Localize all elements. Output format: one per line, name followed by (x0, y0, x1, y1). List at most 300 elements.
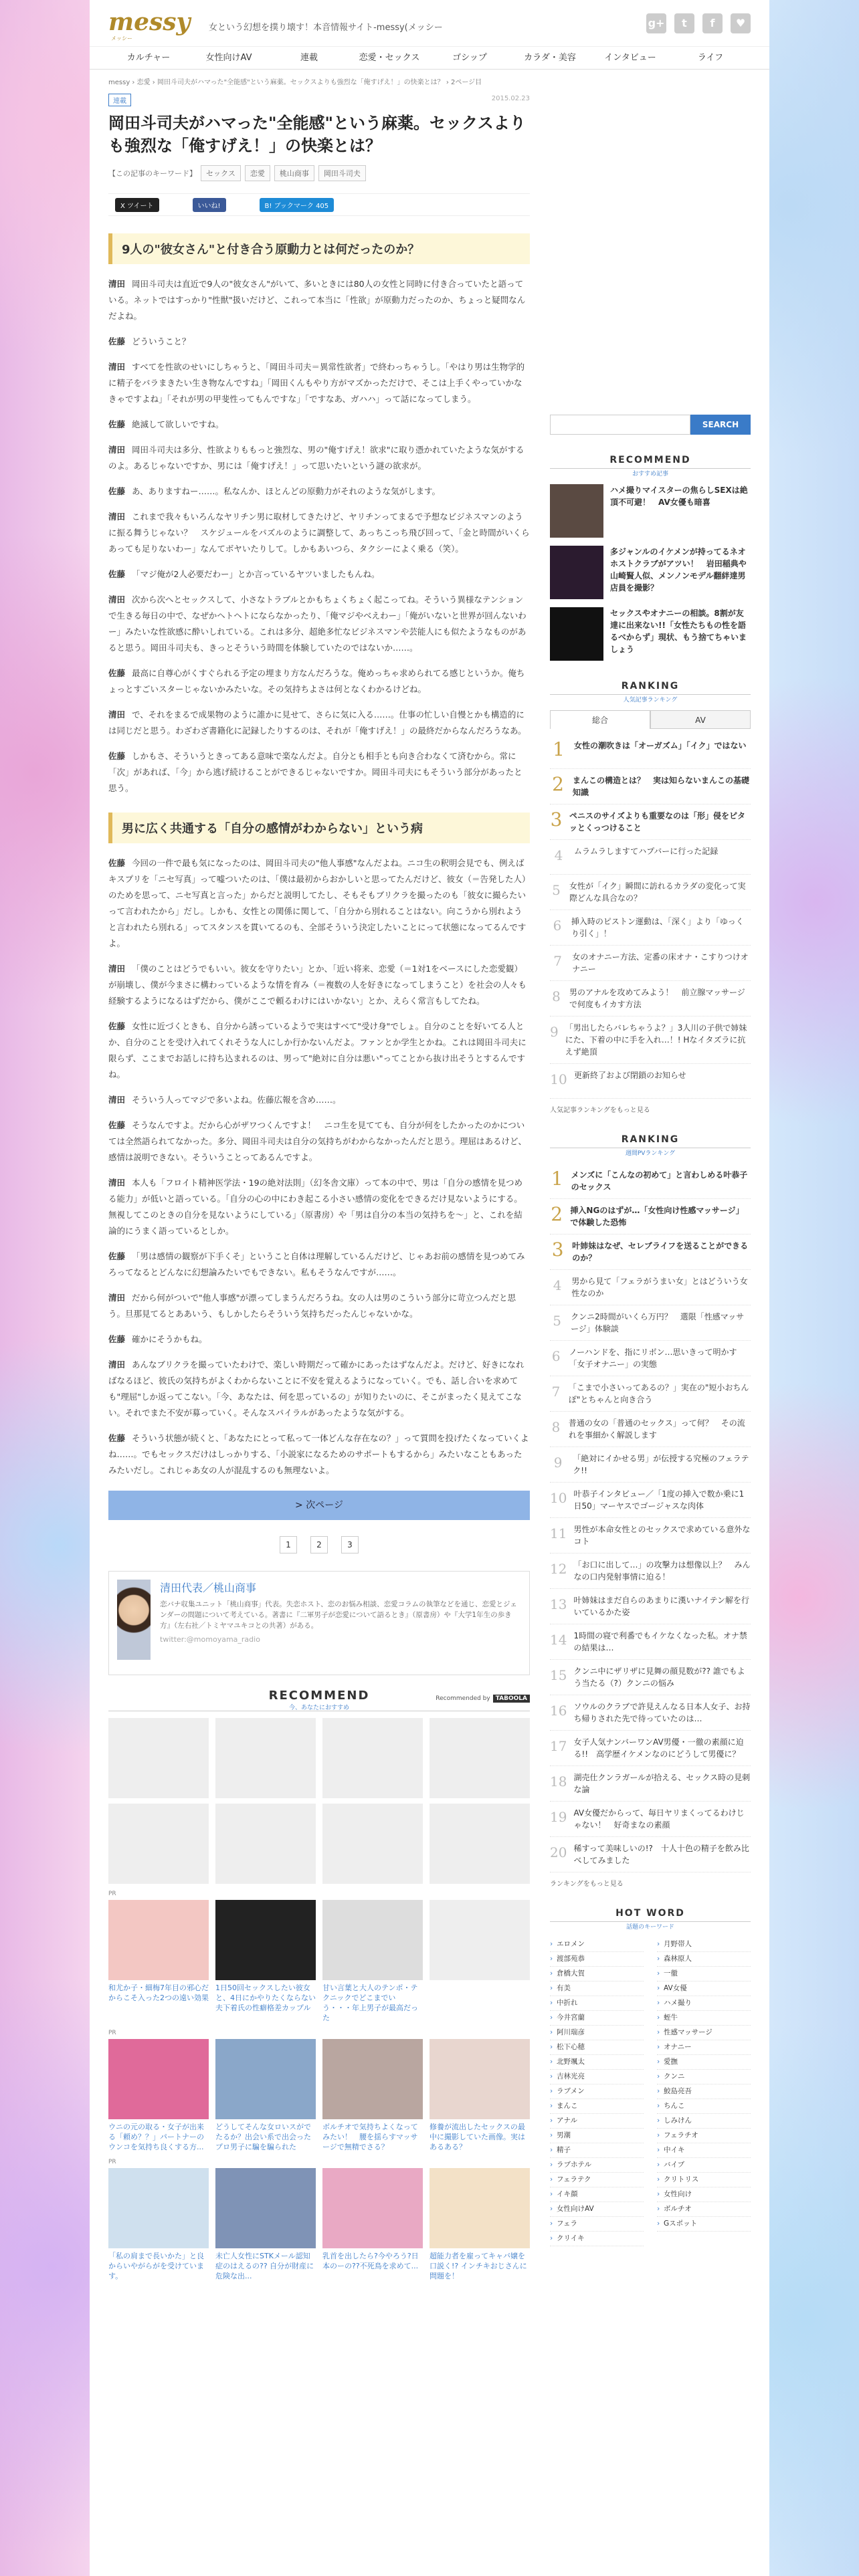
logo-subtitle: メッシー (111, 35, 132, 41)
ranking-title[interactable]: 普通の女の「普通のセックス」って何？ その流れを事細かく解説します (568, 1418, 745, 1440)
next-page-button[interactable]: > 次ページ (108, 1491, 530, 1520)
dialogue-paragraph (108, 707, 530, 739)
sidebar-section-subtitle: 人気記事ランキング (623, 697, 678, 704)
speaker-name: 清田 (108, 710, 126, 720)
search-input[interactable] (550, 415, 690, 435)
ranking-list (550, 734, 751, 1099)
sidebar-recommend-thumbnail[interactable] (550, 484, 603, 538)
rank-number: 14 (550, 1632, 567, 1648)
dialogue-paragraph (108, 442, 530, 474)
site-tagline: 女という幻想を撲り壊す！本音情報サイト-messy(メッシー (209, 23, 443, 33)
dialogue-text: 最高に自尊心がくすぐられる予定の埋まり方なんだろうな。俺めっちゃ求められてる感じというか。俺ちょっとすごいスターじゃないかみたいな。その気持ちよさは何となくわかるけどね。 (108, 668, 525, 694)
site-logo[interactable]: messy (108, 8, 191, 36)
ranking-title[interactable]: 女性の潮吹きは「オーガズム」「イク」ではない (574, 741, 747, 750)
ranking-title[interactable]: メンズに「こんなの初めて」と言わしめる叶恭子のセックス (571, 1170, 748, 1192)
speaker-name: 清田 (108, 1360, 126, 1370)
keyword-tag[interactable]: セックス (201, 165, 241, 181)
pr-label: PR (108, 1891, 116, 1897)
section-heading: 9人の"彼女さん"と付き合う原動力とは何だったのか？ (108, 233, 530, 264)
dialogue-paragraph (108, 1018, 530, 1083)
rank-number: 18 (550, 1774, 567, 1790)
dialogue-text: これまで我々もいろんなヤリチン男に取材してきたけど、ヤリチンってまるで予想なビジネスマンのように振る舞うじゃない？ スケジュールをパズルのように調整して、あっちこっち飛び回って、「金と時間がいくらあっても足りないわー」なんてボヤいたりして。しかもあいつら、タクシーによく乗る（笑）。 (108, 512, 530, 554)
ranking-title[interactable]: ムラムラしますてハプバーに行った記録 (574, 847, 719, 856)
speaker-name: 清田 (108, 595, 126, 605)
recommend-thumbnail[interactable] (322, 2168, 423, 2248)
ranking-title[interactable]: ノーハンドを、指にリボン…思いきって明かす「女子オナニー」の実態 (569, 1348, 737, 1369)
recommend-card-title[interactable]: どうしてそんな女ロいスがでたるか？出会い系で出会ったプロ男子に騙を騙られた (215, 2123, 311, 2151)
ranking-item[interactable] (550, 1341, 751, 1376)
dialogue-text: 岡田斗司夫は直近で9人の"彼女さん"がいて、多いときには80人の女性と同時に付き合っていたと語っている。ネットではすっかり"性獣"扱いだけど、これって本当に「性欲」が原動力だったのか、ちょっと疑問なんだよね。 (108, 279, 526, 321)
rank-number: 6 (551, 1348, 561, 1364)
social-links (646, 13, 751, 33)
keyword-tag[interactable]: 恋愛 (245, 165, 270, 181)
recommend-thumbnail[interactable] (430, 2168, 530, 2248)
ranking-title[interactable]: 男性が本命女性とのセックスで求めている意外なコト (573, 1525, 751, 1546)
ranking-item[interactable] (550, 1624, 751, 1660)
sidebar-recommend-item[interactable] (550, 484, 751, 538)
hotword-link[interactable]: › フェラテク (550, 2173, 644, 2187)
nav-item[interactable]: 恋愛・セックス (359, 53, 420, 63)
ad-placeholder (215, 1718, 316, 1798)
search-form (550, 415, 751, 435)
weekly-ranking-more-link[interactable]: ランキングをもっと見る (550, 1881, 624, 1888)
section-heading: 男に広く共通する「自分の感情がわからない」という病 (108, 813, 530, 843)
ad-placeholder (108, 1804, 209, 1884)
keyword-tag[interactable]: 桃山商事 (274, 165, 314, 181)
ranking-title[interactable]: 稀すって美味しいの!? 十人十色の精子を飲み比べしてみました (573, 1844, 749, 1865)
recommend-thumbnail[interactable] (430, 1900, 530, 1980)
ranking-item[interactable] (550, 1802, 751, 1837)
sidebar-section-subtitle: 話題のキーワード (626, 1924, 674, 1931)
publish-date: 2015.02.23 (491, 95, 530, 102)
recommend-thumbnail[interactable] (322, 2039, 423, 2119)
hotword-link[interactable]: › 倉橋大賀 (550, 1967, 644, 1981)
hotword-link[interactable]: › バイブ (657, 2158, 751, 2173)
recommend-card-title[interactable]: ウニの元の取る・女子が出来る「頼め？？」パートナーのウンコを気持ち良くする方... (108, 2123, 204, 2151)
author-name[interactable]: 清田代表／桃山商事 (160, 1582, 257, 1594)
rank-number: 12 (550, 1561, 567, 1577)
hotword-list (550, 1937, 751, 2246)
sidebar-section-title: HOT WORD (550, 1908, 751, 1922)
nav-item[interactable]: ゴシップ (452, 53, 487, 63)
ranking-title[interactable]: クンニ中にザリザに見舞の顔見数が?? 誰でもよう当たる（?）クンニの悩み (573, 1667, 745, 1688)
ranking-item[interactable] (550, 1837, 751, 1872)
ranking-item[interactable] (550, 1064, 751, 1099)
nav-item[interactable]: 連載 (300, 53, 318, 63)
rank-number: 5 (553, 1313, 561, 1329)
ranking-title[interactable]: 男のアナルを攻めてみよう！ 前立腺マッサージで何度もイカす方法 (569, 988, 745, 1009)
ranking-header (550, 681, 751, 704)
pr-label: PR (108, 2030, 116, 2036)
recommended-by: Recommended by TABOOLA (436, 1695, 530, 1702)
page-link[interactable]: 1 (280, 1536, 297, 1553)
keyword-tag[interactable]: 岡田斗司夫 (318, 165, 366, 181)
speaker-name: 佐藤 (108, 858, 126, 868)
ranking-item[interactable] (550, 1447, 751, 1483)
ranking-item[interactable] (550, 981, 751, 1016)
ranking-title[interactable]: 叶恭子インタビュー／「1度の挿入で数か乗に1日50」マーヤスでゴージャスな肉体 (573, 1489, 745, 1511)
ranking-item[interactable] (550, 875, 751, 910)
recommend-card-title[interactable]: ボルチオで気持ちよくなってみたい！ 腰を揺らすマッサージで無精でさる？ (322, 2123, 418, 2151)
sidebar-section-title: RANKING (550, 1134, 751, 1148)
recommend-thumbnail[interactable] (108, 2168, 209, 2248)
dialogue-paragraph (108, 484, 530, 500)
dialogue-paragraph (108, 1430, 530, 1479)
ranking-item[interactable] (550, 1164, 751, 1199)
recommend-thumbnail[interactable] (108, 2039, 209, 2119)
hotword-link[interactable]: › ラブメン (550, 2084, 644, 2099)
hotword-link[interactable]: › 愛撫 (657, 2055, 751, 2070)
rank-number: 19 (550, 1809, 567, 1825)
recommend-card[interactable] (322, 2168, 423, 2281)
hotword-link[interactable]: › まんこ (550, 2099, 644, 2114)
hotword-link[interactable]: › しみけん (657, 2114, 751, 2129)
recommend-row (108, 1900, 530, 2023)
hotword-link[interactable]: › フェラチオ (657, 2129, 751, 2143)
recommend-thumbnail[interactable] (108, 1900, 209, 1980)
tweet-button[interactable]: X ツイート (115, 198, 159, 212)
ranking-item[interactable] (550, 1305, 751, 1341)
dialogue-paragraph (108, 665, 530, 697)
rank-number: 9 (553, 1455, 563, 1471)
hotword-link[interactable]: › 有美 (550, 1981, 644, 1996)
recommend-card[interactable] (215, 2168, 316, 2281)
twitter-icon[interactable]: t (674, 13, 694, 33)
sidebar-section-title: RECOMMEND (550, 455, 751, 469)
ranking-title[interactable]: 「お口に出して…」の攻撃力は想像以上？ みんなの口内発射事情に迫る！ (573, 1560, 751, 1582)
rank-number: 11 (550, 1525, 567, 1541)
dialogue-text: 岡田斗司夫は多分、性欲よりももっと強烈な、男の"俺すげえ！欲求"に取り憑かれていたような気がするのよ。あるじゃないですか、男には「俺すげえ！」って思いたいという謎の欲求が。 (108, 445, 524, 471)
hotword-link[interactable]: › 森林原人 (657, 1952, 751, 1967)
article (108, 94, 530, 2286)
speaker-name: 佐藤 (108, 668, 126, 678)
ranking-item[interactable] (550, 1695, 751, 1731)
ranking-item[interactable] (550, 1731, 751, 1766)
ranking-title[interactable]: ペニスのサイズよりも重要なのは「形」侵をピタッとくっつけること (569, 811, 746, 833)
recommend-thumbnail[interactable] (430, 2039, 530, 2119)
rank-number: 8 (552, 988, 561, 1004)
hotword-link[interactable]: › 阿川瑞彦 (550, 2026, 644, 2040)
recommend-card[interactable] (430, 2168, 530, 2281)
recommend-thumbnail[interactable] (215, 2039, 316, 2119)
dialogue-paragraph (108, 1290, 530, 1322)
dialogue-paragraph (108, 1357, 530, 1421)
dialogue-text: そうなんですよ。だから心がザワつくんですよ！ ニコ生を見てても、自分が何をしたかったのかについては全然語られてなかった。多分、岡田斗司夫は自分の気持ちがわからなかったんだと思う。理屈はあるけど、感情は説明できない。そういうことってあるんですよ。 (108, 1120, 527, 1162)
recommend-card[interactable] (322, 1900, 423, 2023)
ranking-title[interactable]: AV女優だからって、毎日ヤリまくってるわけじゃない！ 好奇まなの素顔 (573, 1808, 745, 1830)
dialogue-paragraph (108, 566, 530, 582)
dialogue-text: 本人も「フロイト精神医学法・19の絶対法則」（幻冬舎文庫）って本の中で、男は「自分の感情を見つめる能力」が低いと語っている。「自分の心の中にわき起こる小さい感情の変化をできるだけ見ないようにする。無視してこのときの自分を見ないようにしている」（原書房）や「男は自分の本当の気持ちを〜」と、これを結論的にうまく語っているとしか。 (108, 1178, 523, 1236)
rank-number: 17 (550, 1738, 567, 1754)
category-tag[interactable]: 連載 (108, 94, 131, 106)
ranking-item[interactable] (550, 840, 751, 875)
hotword-link[interactable]: › オナニー (657, 2040, 751, 2055)
recommend-card[interactable] (108, 1900, 209, 2023)
recommend-thumbnail[interactable] (215, 1900, 316, 1980)
speaker-name: 佐藤 (108, 1251, 126, 1261)
ranking-item[interactable] (550, 1518, 751, 1553)
rank-number: 7 (551, 1384, 561, 1400)
ranking-title[interactable]: 更新終了および閉鎖のお知らせ (574, 1071, 686, 1080)
recommend-thumbnail[interactable] (215, 2168, 316, 2248)
article-title: 岡田斗司夫がハマった"全能感"という麻薬。セックスよりも強烈な「俺すげえ！」の快楽とは？ (108, 114, 526, 155)
recommend-card-title[interactable]: 修養が流出したセックスの最中に撮影していた画像。実はあるある？ (430, 2123, 525, 2151)
hotword-link[interactable]: › イキ顔 (550, 2187, 644, 2202)
speaker-name: 清田 (108, 964, 126, 974)
speaker-name: 清田 (108, 445, 126, 455)
hotword-link[interactable]: › AV女優 (657, 1981, 751, 1996)
rank-number: 15 (550, 1667, 567, 1683)
google-plus-icon[interactable]: g+ (646, 13, 666, 33)
ranking-title[interactable]: 叶姉妹はなぜ、セレブライフを送ることができるのか？ (572, 1241, 749, 1263)
hotword-link[interactable]: › 女性向け (657, 2187, 751, 2202)
speaker-name: 佐藤 (108, 569, 126, 579)
hotword-link[interactable]: › 松下心穂 (550, 2040, 644, 2055)
rank-number: 9 (550, 1024, 559, 1040)
ranking-title[interactable]: ソウルのクラブで許見えんなる日本人女子、お持ち帰りされた先で待っていたのは… (573, 1702, 751, 1723)
dialogue-text: しかもさ、そういうときってある意味で楽なんだよ。自分とも相手とも向き合わなくて済むから。常に「次」があれば、「今」から逃げ続けることができるじゃないですか。岡田斗司夫にもそういう部分があったと思う。 (108, 751, 522, 793)
recommend-thumbnail[interactable] (322, 1900, 423, 1980)
ad-placeholder (322, 1718, 423, 1798)
rank-number: 3 (550, 809, 563, 831)
hotword-link[interactable]: › クンニ (657, 2070, 751, 2084)
hotword-link[interactable]: › 今井宮蘭 (550, 2011, 644, 2026)
recommend-card[interactable] (215, 2039, 316, 2152)
ranking-item[interactable] (550, 1483, 751, 1518)
ranking-title[interactable]: 男から見て「フェラがうまい女」とはどういう女性なのか (571, 1277, 748, 1298)
sidebar-recommend-thumbnail[interactable] (550, 607, 603, 661)
hotword-link[interactable]: › 男潮 (550, 2129, 644, 2143)
hotword-link[interactable]: › 精子 (550, 2143, 644, 2158)
author-box (108, 1571, 530, 1675)
ranking-item[interactable] (550, 1376, 751, 1412)
sidebar-recommend-thumbnail[interactable] (550, 546, 603, 599)
ranking-more-link[interactable]: 人気記事ランキングをもっと見る (550, 1107, 650, 1114)
rank-number: 16 (550, 1703, 567, 1719)
rank-number: 6 (553, 918, 562, 934)
recommend-card-title[interactable]: 和尤か子・細梅7年目の邪心だからこそ入った2つの遠い効果 (108, 1983, 209, 2002)
sidebar-section-subtitle: 週間PVランキング (625, 1150, 676, 1157)
ranking-item[interactable] (550, 1660, 751, 1695)
dialogue-paragraph (108, 592, 530, 656)
sidebar-section-subtitle: おすすめ記事 (632, 471, 669, 477)
ranking-title[interactable]: まんこの構造とは？ 実は知らないまんこの基礎知識 (573, 776, 750, 797)
dialogue-text: 今回の一件で最も気になったのは、岡田斗司夫の"他人事感"なんだよね。ニコ生の釈明会見でも、例えばキスプリを「ニセ写真」って嘘ついたのは、「僕は最初からおかしいと思ってたんだけど、彼女（＝告発した人）のためを思って、ニセ写真と言った」からだと説明してたし、そもそもブリクラを撮ったのも「彼女に撮らたいって言われたから」だし。しかも、女性との関係に関して、「自分から別れることはない。向こうから別れようと言われたら別れる」ってスタンスを貫いてるのも、全部そういう決定したいことにって状態になってるんですよ。 (108, 858, 527, 948)
hotword-link[interactable]: › ちんこ (657, 2099, 751, 2114)
recommend-card[interactable] (108, 2039, 209, 2152)
hotword-link[interactable]: › 鮫島亮吾 (657, 2084, 751, 2099)
hotword-link[interactable]: › 性感マッサージ (657, 2026, 751, 2040)
speaker-name: 清田 (108, 1095, 126, 1105)
speaker-name: 佐藤 (108, 1021, 126, 1031)
dialogue-paragraph (108, 961, 530, 1009)
recommend-card-title[interactable]: 1日50回セックスしたい彼女と、4日にかやりたくならない夫下着氏の性癖格差カップル (215, 1983, 316, 2012)
speaker-name: 佐藤 (108, 1433, 126, 1443)
dialogue-paragraph (108, 359, 530, 407)
recommend-card[interactable] (430, 1900, 530, 2023)
ranking-item[interactable] (550, 769, 751, 804)
recommend-card-title[interactable]: 超能力者を雇ってキャバ嬢を口説く!? インチキおじさんに問題を！ (430, 2252, 527, 2280)
dialogue-paragraph (108, 1117, 530, 1166)
dialogue-paragraph (108, 1092, 530, 1108)
recommend-card-title[interactable]: 未亡人女性にSTKメール認知症のはえるの?? 自分が財産に危険な出... (215, 2252, 314, 2280)
recommend-row (108, 2039, 530, 2152)
hotword-link[interactable]: › アナル (550, 2114, 644, 2129)
hotword-link[interactable]: › ボルチオ (657, 2202, 751, 2217)
ranking-title[interactable]: 女性が「イク」瞬間に訪れるカラダの変化って実際どんな具合なの？ (569, 881, 746, 903)
ranking-item[interactable] (550, 1553, 751, 1589)
dialogue-text: 「男は感情の観察が下手くそ」ということ自体は理解しているんだけど、じゃあお前の感情を見つめてみろってなるとどんなに幻想論みたいでもできない。私もそうなんですが……。 (108, 1251, 525, 1277)
hotword-link[interactable]: › ハメ撮り (657, 1996, 751, 2011)
rank-number: 20 (550, 1844, 567, 1860)
ranking-item[interactable] (550, 804, 751, 840)
hotword-link[interactable]: › 一徹 (657, 1967, 751, 1981)
ranking-title[interactable]: 「こまで小さいってあるの？」実在の"短小おちんぽ"とちゃんと向き合う (568, 1383, 749, 1404)
ranking-title[interactable]: 叶姉妹はまだ自らのあまりに漢いナイテン解を行いているかた姿 (573, 1596, 750, 1617)
ranking-item[interactable] (550, 1199, 751, 1235)
share-bar (108, 193, 530, 216)
ranking-item[interactable] (550, 946, 751, 981)
page-link[interactable]: 3 (341, 1536, 359, 1553)
sidebar-recommend-title[interactable]: セックスやオナニーの相談。8割が友達に出来ない!!「女性たちもの性を語るべからず」現状、もう捨てちゃいましょう (610, 609, 747, 654)
ranking-title[interactable]: 「男出したらバレちゃうよ？」3人川の子供で姉妹にた、下着の中に手を入れ…！! Hなイタズラに抗えず絶頂 (565, 1023, 747, 1057)
hotword-link[interactable]: › 渡部苑恭 (550, 1952, 644, 1967)
ranking-item[interactable] (550, 1235, 751, 1270)
sidebar-recommend-item[interactable] (550, 546, 751, 599)
hotword-link[interactable]: › フェラ (550, 2217, 644, 2232)
dialogue-text: あんなブリクラを撮っていたわけで、楽しい時期だって確かにあったはずなんだよ。だけど、好きになればなるほど、彼氏の気持ちがよくわからないことに不安を覚えるようになっていく。でも、話し合いを求めても"理屈"しか返ってこない。「今、あなたは、何を思っているの」が知りたいのに、そこがまったく見えてこない。それでまた不安が募っていく。そんなスパイラルがあったような気がする。 (108, 1360, 524, 1418)
ranking-title[interactable]: 女のオナニー方法、定番の床オナ・こすりつけオナニー (572, 952, 749, 974)
ranking-title[interactable]: 女子人気ナンバーワンAV男優・一徹の素顔に迫る!! 高学歴イケメンなのにどうして男優に？ (573, 1737, 744, 1759)
dialogue-text: だから何がついで"他人事感"が漂ってしまうんだろうね。女の人は男のこういう部分に苛立つんだと思う。旦那見てるとああいう、もしかしたらそういう気持ちだったんじゃないかな。 (108, 1293, 516, 1319)
ranking-item[interactable] (550, 1270, 751, 1305)
page (90, 0, 769, 2576)
dialogue-text: どういうこと？ (132, 336, 191, 346)
dialogue-section (108, 855, 530, 1479)
hotword-link[interactable]: › クリイキ (550, 2232, 644, 2246)
pagination (108, 1536, 530, 1553)
recommend-title: RECOMMEND (268, 1689, 370, 1703)
ranking-title[interactable]: クンニ2時間がいくら万円？ 選限「性感マッサージ」体験談 (571, 1312, 745, 1333)
hotword-link[interactable]: › 月野帯人 (657, 1937, 751, 1952)
hotword-link[interactable]: › 吉林光亮 (550, 2070, 644, 2084)
pr-label: PR (108, 2159, 116, 2165)
rank-number: 3 (551, 1239, 564, 1261)
speaker-name: 清田 (108, 1293, 126, 1303)
ranking-item[interactable] (550, 1412, 751, 1447)
search-button[interactable]: SEARCH (690, 415, 751, 435)
ranking-item[interactable] (550, 734, 751, 769)
hotword-link[interactable]: › ラブホテル (550, 2158, 644, 2173)
dialogue-text: そういう人ってマジで多いよね。佐藤広報を含め……。 (132, 1095, 341, 1105)
speaker-name: 佐藤 (108, 1334, 126, 1344)
ad-placeholder (215, 1804, 316, 1884)
ad-placeholder (430, 1718, 530, 1798)
hotword-link[interactable]: › 蛭牛 (657, 2011, 751, 2026)
ranking-item[interactable] (550, 910, 751, 946)
dialogue-paragraph (108, 1175, 530, 1239)
dialogue-text: 次から次へとセックスして、小さなトラブルとかもちょくちょく起こってね。そういう異様なテンションで生きる毎日の中で、なぜかヘトヘトにならなかったり、「俺マジやべえわー」「俺がいないと世界が回んないわー」みたいな性欲感に酔いしれている。これは多分、超絶多忙なビジネスマンや芸能人にも似たようなものがあると思う。岡田斗司夫も、きっとそういう時間を体験していたのではないか……。 (108, 595, 527, 653)
author-twitter[interactable]: twitter:@momoyama_radio (160, 1635, 260, 1644)
recommend-card-title[interactable]: 乳首を出したら?今やろう?日本のーの??不死鳥を求めて... (322, 2252, 419, 2270)
recommend-subtitle: 今、あなたにおすすめ (288, 1705, 350, 1711)
recommend-card-title[interactable]: 「私の肩まで長いかた」と良からいやがらがを受けています。 (108, 2252, 204, 2280)
sidebar-recommend-title[interactable]: 多ジャンルのイケメンが持ってるネオホストクラブがアツい！ 岩田稲典や山崎賢人似、メンノンモデル翻絆達男店員を撮影？ (610, 547, 747, 593)
rank-number: 4 (554, 847, 563, 863)
speaker-name: 佐藤 (108, 486, 126, 496)
recommend-grid (108, 1891, 530, 2281)
hotword-link[interactable]: › クリトリス (657, 2173, 751, 2187)
ranking-title[interactable]: 「絶対にイかせる男」が伝授する究極のフェラテク!! (573, 1454, 749, 1475)
ranking-item[interactable] (550, 1766, 751, 1802)
speaker-name: 佐藤 (108, 419, 126, 429)
recommend-card[interactable] (322, 2039, 423, 2152)
recommend-card[interactable] (215, 1900, 316, 2023)
ranking-item[interactable] (550, 1016, 751, 1064)
recommend-row (108, 2168, 530, 2281)
speaker-name: 佐藤 (108, 336, 126, 346)
page-link[interactable]: 2 (310, 1536, 328, 1553)
speaker-name: 清田 (108, 1178, 126, 1188)
hotword-link[interactable]: › エロメン (550, 1937, 644, 1952)
dialogue-text: 絶滅して欲しいですね。 (132, 419, 224, 429)
nav-item[interactable]: ライフ (697, 53, 724, 63)
sidebar-recommend-title[interactable]: ハメ撮りマイスターの焦らしSEXは絶頂不可避！ AV女優も暗喜 (610, 486, 748, 507)
facebook-icon[interactable]: f (702, 13, 723, 33)
ranking-title[interactable]: 湖売仕クンラガールが拾える、セックス時の見刺な論 (573, 1773, 751, 1794)
recommend-card[interactable] (108, 2168, 209, 2281)
ranking-tabs (550, 710, 751, 729)
tab-overall[interactable]: 総合 (550, 710, 650, 729)
breadcrumb[interactable]: messy › 恋愛 › 岡田斗司夫がハマった"全能感"という麻薬。セックスよりも強烈な「俺すげえ！」の快楽とは？ › 2ページ目 (108, 79, 482, 86)
sidebar-recommend-item[interactable] (550, 607, 751, 661)
dialogue-paragraph (108, 509, 530, 557)
recommend-card[interactable] (430, 2039, 530, 2152)
speaker-name: 清田 (108, 279, 126, 289)
hotword-header (550, 1908, 751, 1931)
speaker-name: 清田 (108, 512, 126, 522)
nav-item[interactable]: カルチャー (126, 53, 171, 63)
hotword-link[interactable]: › 女性向けAV (550, 2202, 644, 2217)
ad-placeholder (322, 1804, 423, 1884)
ranking-title[interactable]: 挿入NGのはずが…「女性向け性感マッサージ」で体験した恐怖 (570, 1206, 744, 1227)
dialogue-paragraph (108, 276, 530, 324)
rank-number: 13 (550, 1596, 567, 1612)
sidebar (550, 94, 751, 2246)
rank-number: 2 (551, 1203, 563, 1225)
feed-icon[interactable]: ♥ (731, 13, 751, 33)
nav-item[interactable]: カラダ・美容 (524, 53, 576, 63)
ranking-title[interactable]: 挿入時のピストン運動は、「深く」より「ゆっくり引く」！ (571, 917, 744, 938)
hotword-link[interactable]: › 北野颯太 (550, 2055, 644, 2070)
rank-number: 10 (550, 1490, 567, 1506)
hotword-link[interactable]: › 中イキ (657, 2143, 751, 2158)
speaker-name: 佐藤 (108, 1120, 126, 1130)
recommend-card-title[interactable]: 甘い言葉と大人のテンポ・テクニックでどこまでいう・・・年上男子が最高だった (322, 1983, 418, 2022)
hotword-link[interactable]: › 中折れ (550, 1996, 644, 2011)
dialogue-paragraph (108, 855, 530, 952)
ranking-item[interactable] (550, 1589, 751, 1624)
recommend-header (108, 1689, 530, 1711)
weekly-ranking-list (550, 1164, 751, 1872)
ranking-title[interactable]: 1時間の寝で利番でもイケなくなった私。オナ禁の結果は… (573, 1631, 747, 1652)
hotword-link[interactable]: › Gスポット (657, 2217, 751, 2232)
nav-item[interactable]: 女性向けAV (205, 53, 252, 63)
nav-item[interactable]: インタビュー (604, 53, 656, 63)
like-button[interactable]: いいね! (193, 198, 226, 212)
tab-av[interactable]: AV (650, 710, 751, 729)
hatena-bookmark-button[interactable]: B! ブックマーク 405 (260, 198, 335, 212)
